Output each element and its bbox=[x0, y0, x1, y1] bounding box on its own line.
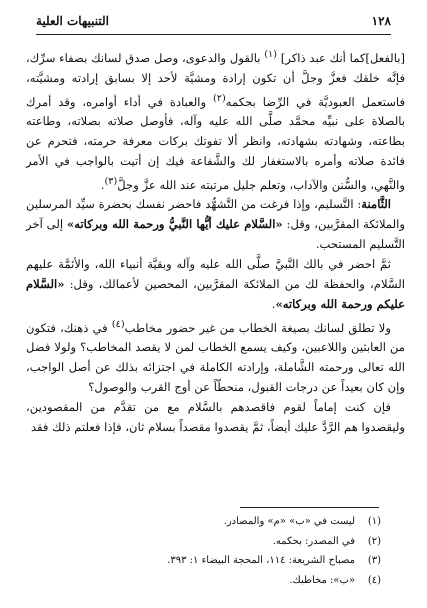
paragraph bbox=[26, 255, 405, 315]
footnote-text: ليست في «ب» «م» والمصادر. bbox=[223, 516, 355, 527]
footnote-number: (١) bbox=[367, 516, 381, 527]
quoted-salutation: «السَّلام عليك أيُّها النَّبيُّ ورحمة الله وبركاته» bbox=[66, 217, 283, 232]
footnote-marker: (٢) bbox=[213, 92, 226, 104]
header-rule bbox=[36, 34, 391, 35]
text-run: ثمَّ احضر في بالك النَّبيَّ صلَّى الله عليه وآله وبقيَّة أنبياء الله، والأئمَّة عليهم السَّلام، والحفظة لك من الملائكة المقرَّبين، المحصين لأعمالك، وقل: bbox=[26, 257, 405, 291]
text-run: . bbox=[100, 177, 105, 192]
footnote bbox=[40, 551, 381, 571]
text-run: [بالفعل]كما أنك عبد ذاكر] bbox=[277, 50, 405, 65]
paragraph: فإن كنت إماماً لقوم فاقصدهم بالسَّلام مع من تقدَّم من المقصودين، وليقصدوا هم الرَّدَّ عليك أيضاً، ثمَّ يقصدوا مقصداً بسلام ثان، فإذا فعلتم ذلك فقد bbox=[26, 399, 405, 434]
quoted-salutation: «السَّلام عليكم ورحمة الله وبركاته» bbox=[26, 276, 405, 311]
text-run: إلى آخر التَّسليم المستحب. bbox=[26, 217, 405, 252]
footnote bbox=[40, 512, 381, 532]
footnote-marker: (١) bbox=[264, 49, 278, 60]
footnote-marker: (٤) bbox=[111, 318, 125, 330]
text-run: : التَّسليم، وإذا فرغت من التَّشهُّد فاحضر نفسك بحضرة سيِّد المرسلين والملائكة المقرَّبين، وقل: bbox=[26, 197, 405, 232]
footnote-text: مصباح الشريعة: ١١٤، المحجة البيضاء ١: ٣٩٣. bbox=[167, 555, 355, 566]
footnote-number: (٣) bbox=[367, 555, 381, 566]
text-run: ولا تطلق لسانك بصيغة الخطاب من غير حضور مخاطب bbox=[124, 320, 391, 335]
paragraph bbox=[26, 195, 405, 255]
text-run: والعبادة في أداء أوامره، وقد أمرك بالصلاة على نبيِّه محمَّد صلَّى الله عليه وآله، فأوصل صلاته بصلاته، وطاعته بطاعته، وشهادته بشهادته، وانظر ألا تفوتك بركات معرفة حرمته، فتحرم عن فائدة صلاته وأمره بالاستغفار لك والشَّفاعة فيك إن أتيت بالواجب في الأمر والنَّهي، والسُّنن والآداب، وتعلم جليل مرتبته عند الله عزَّ وجلَّ bbox=[26, 94, 405, 192]
paragraph bbox=[26, 45, 405, 195]
footnotes bbox=[40, 512, 381, 590]
footnote-marker: (٣) bbox=[104, 175, 118, 187]
footnote bbox=[40, 571, 381, 591]
footnote-text: «ب»: مخاطبك. bbox=[289, 574, 355, 586]
footnote-number: (٢) bbox=[367, 535, 381, 547]
section-heading: الثَّامنة bbox=[361, 197, 391, 212]
text-run: بالقول والدعوى، وصل صدق لسانك بصفاء سرِّك، فإنَّه خلقك فعزَّ وجلَّ أن تكون إرادة ومشيَّة لأحد إلا بسابق إرادته ومشيَّته، فاستعمل العبوديَّة في الرِّضا بحكمه bbox=[26, 50, 405, 109]
main-text bbox=[26, 45, 405, 437]
running-title: التنبيهات العلية bbox=[36, 14, 109, 28]
footnote-text: في المصدر: بحكمه. bbox=[272, 535, 355, 547]
footnote bbox=[40, 532, 381, 552]
page-header bbox=[36, 10, 391, 32]
footnote-separator bbox=[240, 507, 379, 508]
page-number: ١٢٨ bbox=[371, 14, 391, 28]
text-run: في ذهنك، فتكون من العابثين واللاعبين، وكيف يسمع الخطاب لمن لا يقصد المخاطب؟ ولولا فضل الله تعالى ورحمته الشَّاملة، وإرادته الكاملة في اجتزائه بذلك عن أصل الواجب، وإن كان بعيداً عن درجات القبول، منحطّاً عن أوج القرب والوصول؟ bbox=[26, 320, 405, 394]
paragraph bbox=[26, 315, 405, 398]
text-run: . bbox=[271, 296, 276, 311]
footnote-number: (٤) bbox=[367, 574, 381, 586]
